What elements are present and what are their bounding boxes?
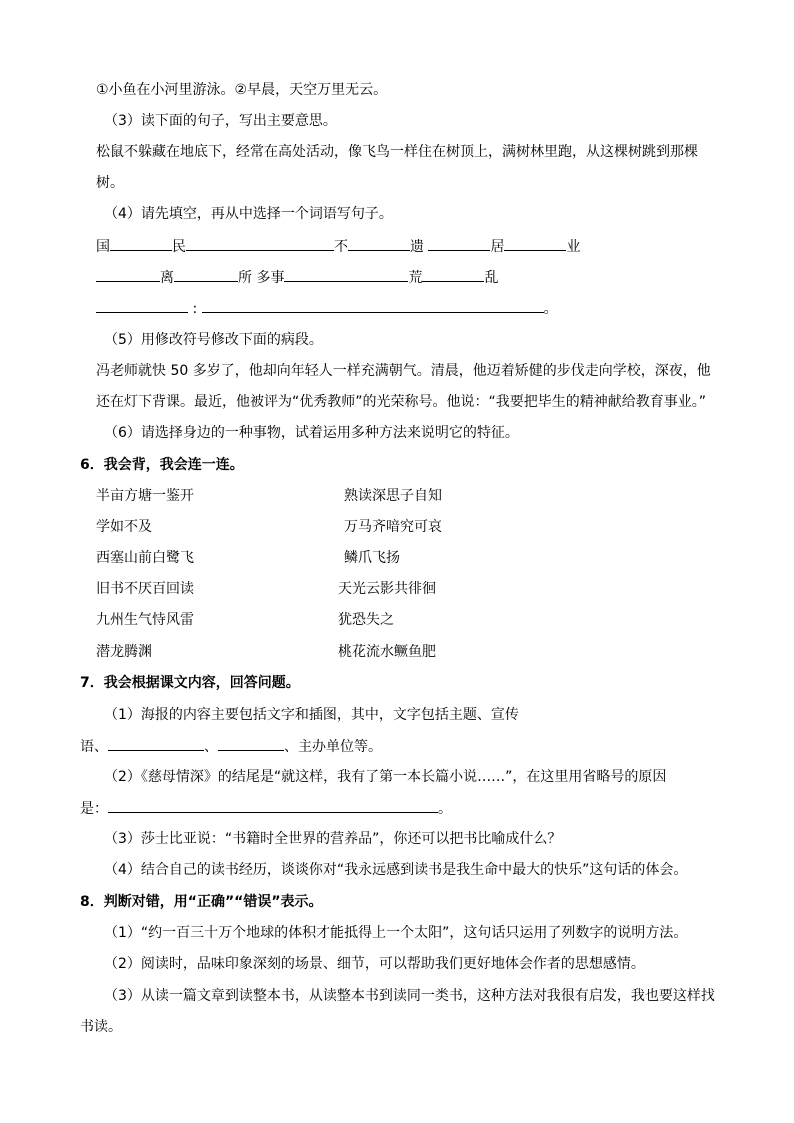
blank[interactable] xyxy=(108,736,204,751)
heading-6: 6．我会背，我会连一连。 xyxy=(80,457,244,473)
blank[interactable] xyxy=(110,236,172,251)
text: 、 xyxy=(204,739,218,755)
fill-char: 业 xyxy=(566,239,581,255)
blank[interactable] xyxy=(186,236,334,251)
blank[interactable] xyxy=(96,267,160,282)
q5-passage-line1: 冯老师就快 50 多岁了，他却向年轻人一样充满朝气。清晨，他迈着矫健的步伐走向学校，深夜，他 xyxy=(96,363,711,379)
heading-8: 8．判断对错，用“正确”“错误”表示。 xyxy=(80,894,323,910)
sentence-blank[interactable] xyxy=(202,298,544,313)
blank[interactable] xyxy=(284,267,408,282)
q5-prompt: （5）用修改符号修改下面的病段。 xyxy=(104,332,323,348)
colon: : xyxy=(192,301,198,317)
match-left-item[interactable]: 西塞山前白鹭飞 xyxy=(96,550,194,566)
word-blank[interactable] xyxy=(96,298,188,313)
text: 是： xyxy=(80,801,108,817)
fill-char: 遗 xyxy=(410,239,424,255)
fill-char: 荒 xyxy=(408,270,423,286)
q4-fill-row1 xyxy=(96,236,580,256)
blank[interactable] xyxy=(422,267,484,282)
blank[interactable] xyxy=(348,236,410,251)
fill-char: 乱 xyxy=(484,270,499,286)
q6-prompt: （6）请选择身边的一种事物，试着运用多种方法来说明它的特征。 xyxy=(104,425,519,441)
match-right-item[interactable]: 万马齐喑究可哀 xyxy=(344,519,442,535)
q8-3-line1: （3）从读一篇文章到读整本书，从读整本书到读同一类书，这种方法对我很有启发，我也要这样找 xyxy=(104,988,715,1004)
q7-1-fill xyxy=(80,736,382,756)
fill-char: 民 xyxy=(172,239,186,255)
q7-4-prompt: （4）结合自己的读书经历，谈谈你对“我永远感到读书是我生命中最大的快乐”这句话的体会。 xyxy=(104,862,688,878)
match-left-item[interactable]: 学如不及 xyxy=(96,519,152,535)
fill-char: 多事 xyxy=(256,270,285,286)
q8-2: （2）阅读时，品味印象深刻的场景、细节，可以帮助我们更好地体会作者的思想感情。 xyxy=(104,956,645,972)
match-left-item[interactable]: 潜龙腾渊 xyxy=(96,644,152,660)
match-right-item[interactable]: 天光云影共徘徊 xyxy=(338,581,436,597)
q4-fill-row2 xyxy=(96,267,498,287)
q7-1-prompt: （1）海报的内容主要包括文字和插图，其中，文字包括主题、宣传 xyxy=(104,707,519,723)
fill-char: 所 xyxy=(238,270,252,286)
q5-passage-line2: 还在灯下背课。最近，他被评为“优秀教师”的光荣称号。他说：“我要把毕生的精神献给教育事业。” xyxy=(96,394,707,410)
blank[interactable] xyxy=(108,798,438,813)
q3-passage-line1: 松鼠不躲藏在地底下，经常在高处活动，像飞鸟一样住在树顶上，满树林里跑，从这棵树跳到那棵 xyxy=(96,144,698,160)
text: 、主办单位等。 xyxy=(284,739,382,755)
heading-7: 7．我会根据课文内容，回答问题。 xyxy=(80,675,300,691)
match-left-item[interactable]: 半亩方塘一鉴开 xyxy=(96,488,194,504)
q4-prompt: （4）请先填空，再从中选择一个词语写句子。 xyxy=(104,206,393,222)
q7-2-fill xyxy=(80,798,452,818)
match-right-item[interactable]: 桃花流水鳜鱼肥 xyxy=(338,644,436,660)
blank[interactable] xyxy=(174,267,238,282)
match-right-item[interactable]: 熟读深思子自知 xyxy=(344,488,442,504)
fill-char: 不 xyxy=(334,239,348,255)
text: 。 xyxy=(438,801,452,817)
fill-char: 离 xyxy=(160,270,174,286)
q8-1: （1）“约一百三十万个地球的体积才能抵得上一个太阳”，这句话只运用了列数字的说明方法。 xyxy=(104,925,688,941)
q7-2-prompt: （2）《慈母情深》的结尾是“就这样，我有了第一本长篇小说……”，在这里用省略号的原因 xyxy=(104,769,667,785)
text: 语、 xyxy=(80,739,108,755)
match-right-item[interactable]: 鳞爪飞扬 xyxy=(344,550,400,566)
blank[interactable] xyxy=(504,236,566,251)
q3-passage-line2: 树。 xyxy=(96,175,124,191)
period: 。 xyxy=(543,301,558,317)
q7-3-prompt: （3）莎士比亚说：“书籍时全世界的营养品”，你还可以把书比喻成什么？ xyxy=(104,831,562,847)
q3-prompt: （3）读下面的句子，写出主要意思。 xyxy=(104,113,337,129)
match-left-item[interactable]: 九州生气恃风雷 xyxy=(96,612,194,628)
q4-sentence-row xyxy=(96,298,558,318)
blank[interactable] xyxy=(218,736,284,751)
fill-char: 居 xyxy=(490,239,505,255)
q2-sentences: ①小鱼在小河里游泳。②早晨，天空万里无云。 xyxy=(96,82,388,98)
fill-char: 国 xyxy=(96,239,110,255)
blank[interactable] xyxy=(428,236,490,251)
match-left-item[interactable]: 旧书不厌百回读 xyxy=(96,581,194,597)
q8-3-line2: 书读。 xyxy=(80,1019,122,1035)
match-right-item[interactable]: 犹恐失之 xyxy=(338,612,394,628)
